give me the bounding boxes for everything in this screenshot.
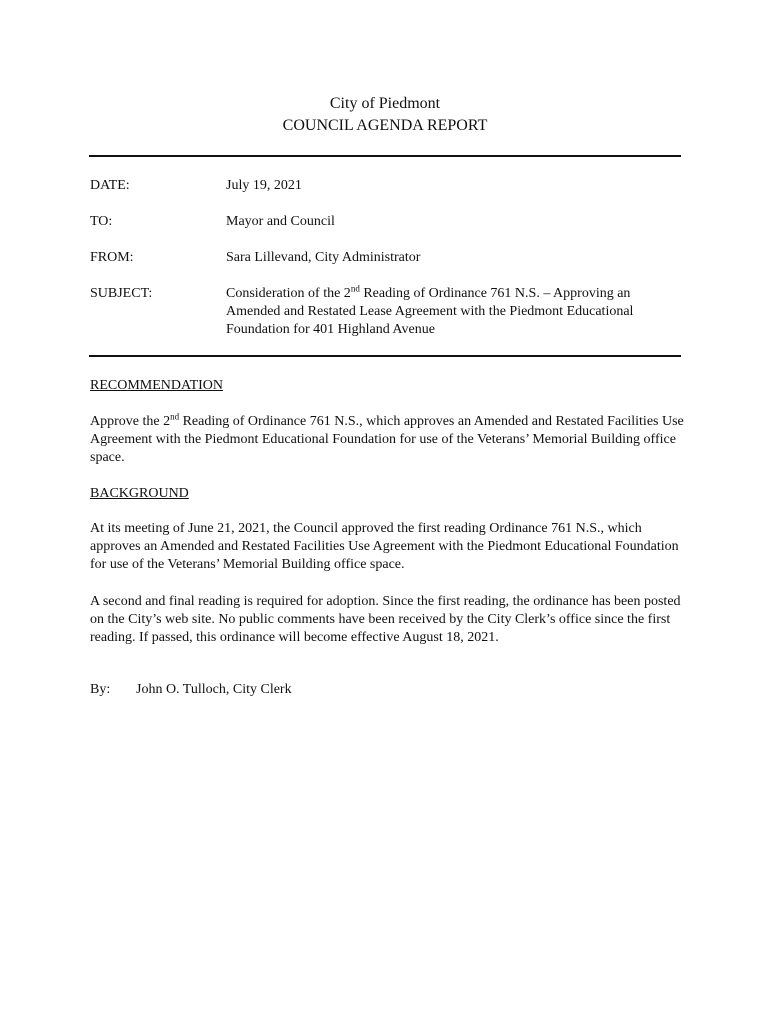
background-paragraph-1: At its meeting of June 21, 2021, the Council approved the first reading Ordinance 761 N.S., which approves an Amended and Restated Facilities Use Agreement with the Piedmont Educational Foundation for use of the Veterans’ Memorial Building office space. xyxy=(90,521,679,572)
subject-text-start: Consideration of the 2 xyxy=(226,286,351,301)
top-divider xyxy=(89,155,681,157)
report-title: COUNCIL AGENDA REPORT xyxy=(282,117,488,134)
city-name: City of Piedmont xyxy=(329,95,441,112)
recommendation-text-start: Approve the 2 xyxy=(90,414,171,429)
subject-ordinal-suffix: nd xyxy=(350,283,360,294)
subject-text-end: Reading of Ordinance 761 N.S. – Approving an Amended and Restated Lease Agreement with the Piedmont Educational Foundation for 401 Highland Avenue xyxy=(226,286,634,337)
by-label: By: xyxy=(90,682,111,697)
recommendation-heading: RECOMMENDATION xyxy=(90,378,223,393)
recommendation-text-end: Reading of Ordinance 761 N.S., which approves an Amended and Restated Facilities Use Agreement with the Piedmont Educational Foundation for use of the Veterans’ Memorial Building office space. xyxy=(90,414,684,465)
date-value: July 19, 2021 xyxy=(226,178,302,193)
date-label: DATE: xyxy=(90,178,130,193)
from-label: FROM: xyxy=(90,250,134,265)
to-value: Mayor and Council xyxy=(226,214,335,229)
to-label: TO: xyxy=(90,214,113,229)
background-paragraph-2: A second and final reading is required for adoption. Since the first reading, the ordinance has been posted on the City’s web site. No public comments have been received by the City Clerk’s office since the first reading. If passed, this ordinance will become effective August 18, 2021. xyxy=(90,594,681,645)
recommendation-ordinal-suffix: nd xyxy=(170,411,180,422)
signatory-name: John O. Tulloch, City Clerk xyxy=(136,682,292,697)
from-value: Sara Lillevand, City Administrator xyxy=(226,250,421,265)
bottom-divider xyxy=(89,355,681,357)
background-heading: BACKGROUND xyxy=(90,486,189,501)
subject-value xyxy=(226,285,678,339)
subject-label: SUBJECT: xyxy=(90,286,153,301)
recommendation-paragraph xyxy=(90,413,686,467)
